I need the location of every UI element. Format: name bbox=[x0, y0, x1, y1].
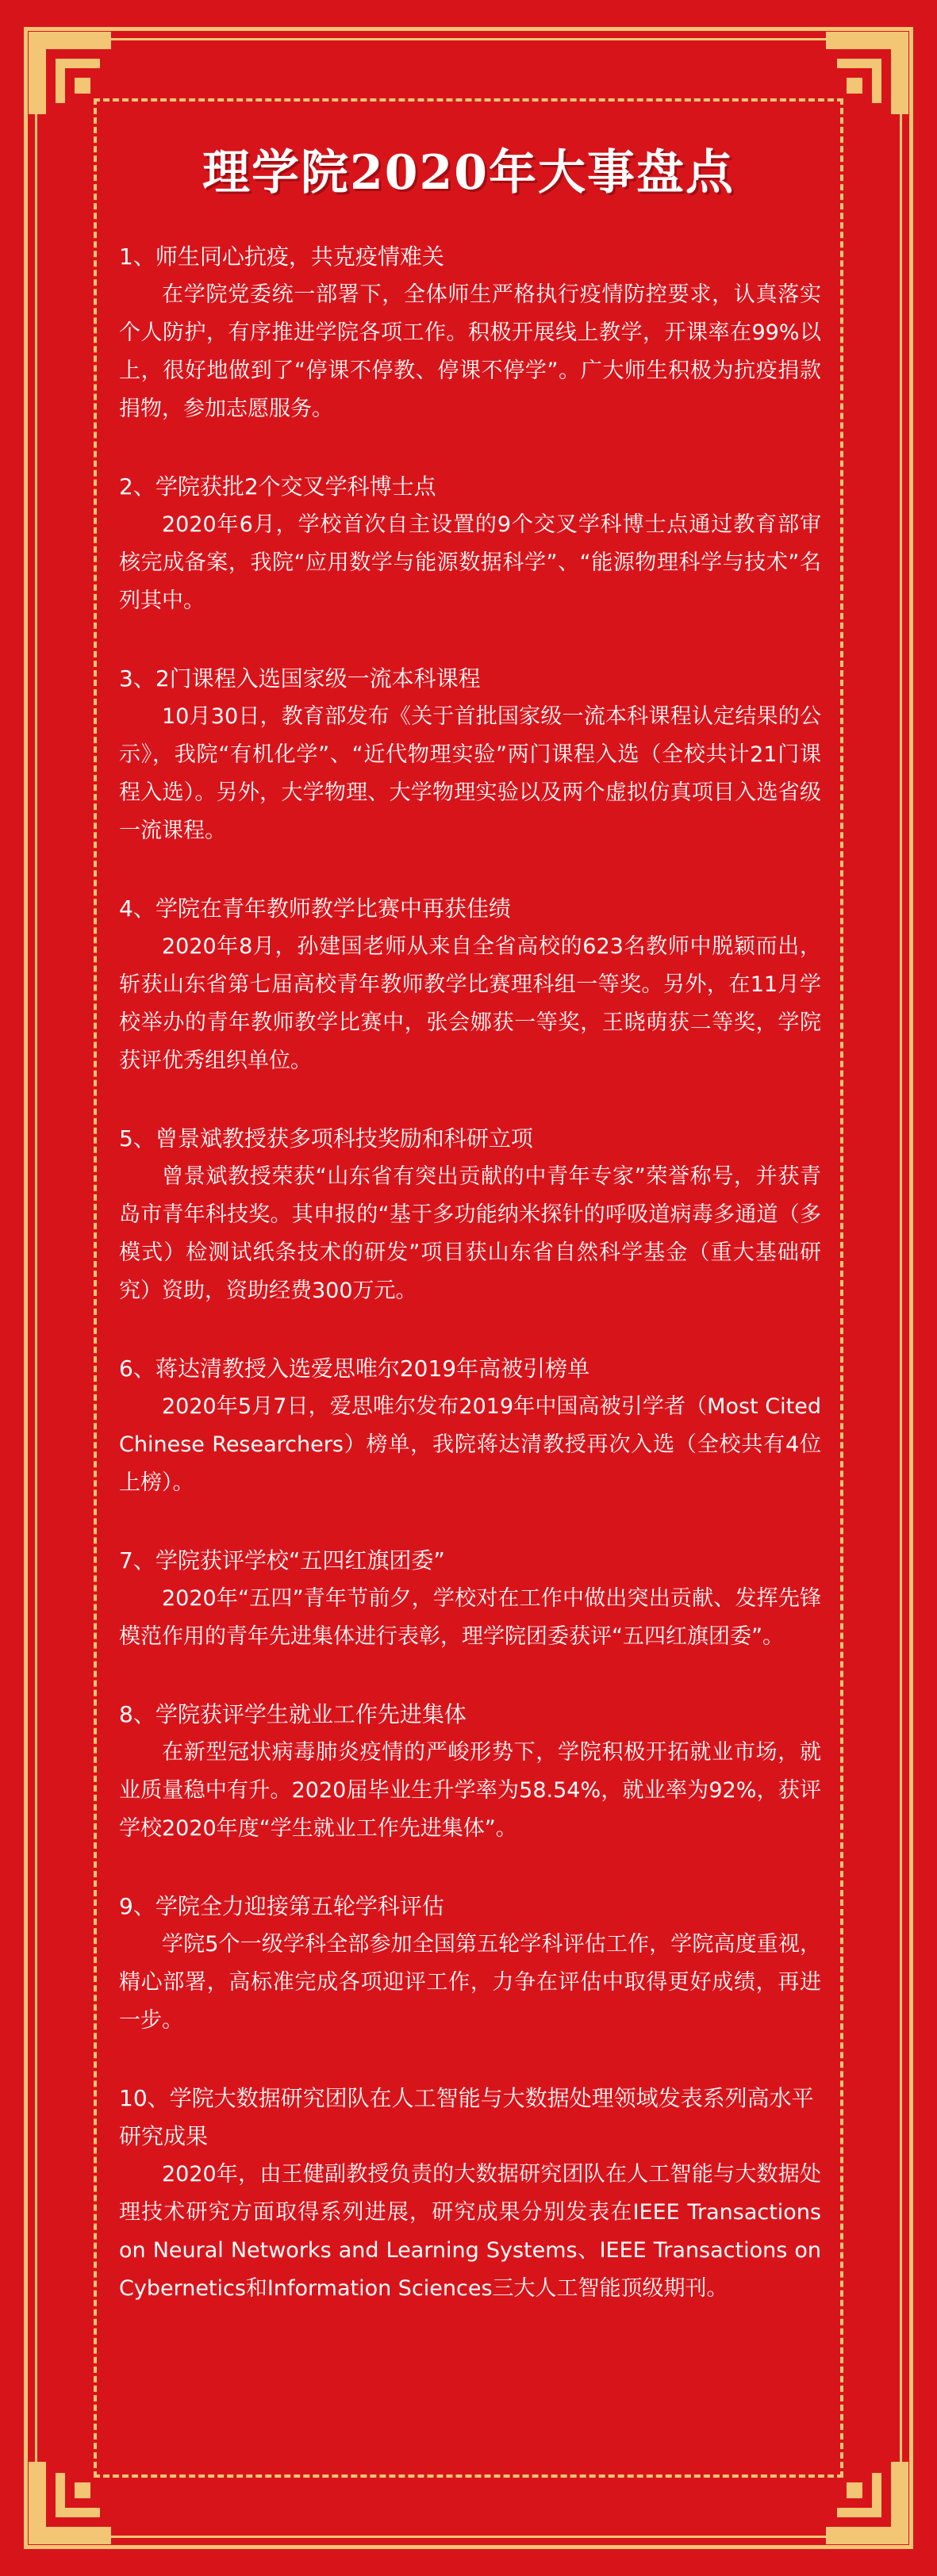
corner-ornament-icon bbox=[24, 27, 143, 146]
section-item bbox=[119, 1350, 821, 1502]
content-list bbox=[119, 238, 821, 2348]
section-body: 在新型冠状病毒肺炎疫情的严峻形势下，学院积极开拓就业市场，就业质量稳中有升。2020届毕业生升学率为58.54%，就业率为92%，获评学校2020年度“学生就业工作先进集体”。 bbox=[119, 1740, 821, 1841]
section-item bbox=[119, 468, 821, 620]
corner-ornament-icon bbox=[794, 27, 913, 146]
section-heading: 9、学院全力迎接第五轮学科评估 bbox=[119, 1893, 444, 1919]
section-heading: 7、学院获评学校“五四红旗团委” bbox=[119, 1547, 445, 1574]
corner-ornament-icon bbox=[794, 2430, 913, 2549]
section-item bbox=[119, 1696, 821, 1848]
section-heading: 6、蒋达清教授入选爱思唯尔2019年高被引榜单 bbox=[119, 1355, 590, 1382]
section-heading: 3、2门课程入选国家级一流本科课程 bbox=[119, 665, 481, 692]
corner-ornament-icon bbox=[24, 2430, 143, 2549]
section-body: 2020年5月7日，爱思唯尔发布2019年中国高被引学者（Most Cited Chinese Researchers）榜单，我院蒋达清教授再次入选（全校共有4位上榜）。 bbox=[119, 1394, 821, 1495]
section-heading: 1、师生同心抗疫，共克疫情难关 bbox=[119, 243, 444, 270]
section-item bbox=[119, 1542, 821, 1656]
section-item bbox=[119, 1888, 821, 2040]
section-body: 2020年，由王健副教授负责的大数据研究团队在人工智能与大数据处理技术研究方面取得系列进展，研究成果分别发表在IEEE Transactions on Neural Networks and Learning Systems、IEEE Transactions on Cybernetics和Information Sciences三大人工智能顶级期刊。 bbox=[119, 2162, 821, 2301]
section-heading: 2、学院获批2个交叉学科博士点 bbox=[119, 473, 436, 500]
section-item bbox=[119, 890, 821, 1080]
section-item bbox=[119, 660, 821, 850]
section-body: 2020年8月，孙建国老师从来自全省高校的623名教师中脱颖而出，斩获山东省第七届高校青年教师教学比赛理科组一等奖。另外，在11月学校举办的青年教师教学比赛中，张会娜获一等奖，王晓萌获二等奖，学院获评优秀组织单位。 bbox=[119, 934, 821, 1073]
section-item bbox=[119, 1120, 821, 1310]
section-body: 2020年“五四”青年节前夕，学校对在工作中做出突出贡献、发挥先锋模范作用的青年先进集体进行表彰，理学院团委获评“五四红旗团委”。 bbox=[119, 1586, 821, 1649]
section-body: 在学院党委统一部署下，全体师生严格执行疫情防控要求，认真落实个人防护，有序推进学院各项工作。积极开展线上教学，开课率在99%以上，很好地做到了“停课不停教、停课不停学”。广大师生积极为抗疫捐款捐物，参加志愿服务。 bbox=[119, 282, 821, 421]
section-heading: 10、学院大数据研究团队在人工智能与大数据处理领域发表系列高水平研究成果 bbox=[119, 2085, 814, 2149]
section-body: 2020年6月，学校首次自主设置的9个交叉学科博士点通过教育部审核完成备案，我院“应用数学与能源数据科学”、“能源物理科学与技术”名列其中。 bbox=[119, 512, 821, 613]
section-body: 曾景斌教授荣获“山东省有突出贡献的中青年专家”荣誉称号，并获青岛市青年科技奖。其申报的“基于多功能纳米探针的呼吸道病毒多通道（多模式）检测试纸条技术的研发”项目获山东省自然科学基金（重大基础研究）资助，资助经费300万元。 bbox=[119, 1164, 821, 1303]
section-body: 10月30日，教育部发布《关于首批国家级一流本科课程认定结果的公示》，我院“有机化学”、“近代物理实验”两门课程入选（全校共计21门课程入选）。另外，大学物理、大学物理实验以及两个虚拟仿真项目入选省级一流课程。 bbox=[119, 704, 821, 843]
section-item bbox=[119, 238, 821, 428]
section-item bbox=[119, 2080, 821, 2308]
section-heading: 4、学院在青年教师教学比赛中再获佳绩 bbox=[119, 895, 511, 922]
page-title: 理学院2020年大事盘点 bbox=[202, 145, 735, 201]
section-body: 学院5个一级学科全部参加全国第五轮学科评估工作，学院高度重视，精心部署，高标准完成各项迎评工作，力争在评估中取得更好成绩，再进一步。 bbox=[119, 1932, 821, 2033]
section-heading: 5、曾景斌教授获多项科技奖励和科研立项 bbox=[119, 1125, 533, 1152]
section-heading: 8、学院获评学生就业工作先进集体 bbox=[119, 1701, 467, 1727]
